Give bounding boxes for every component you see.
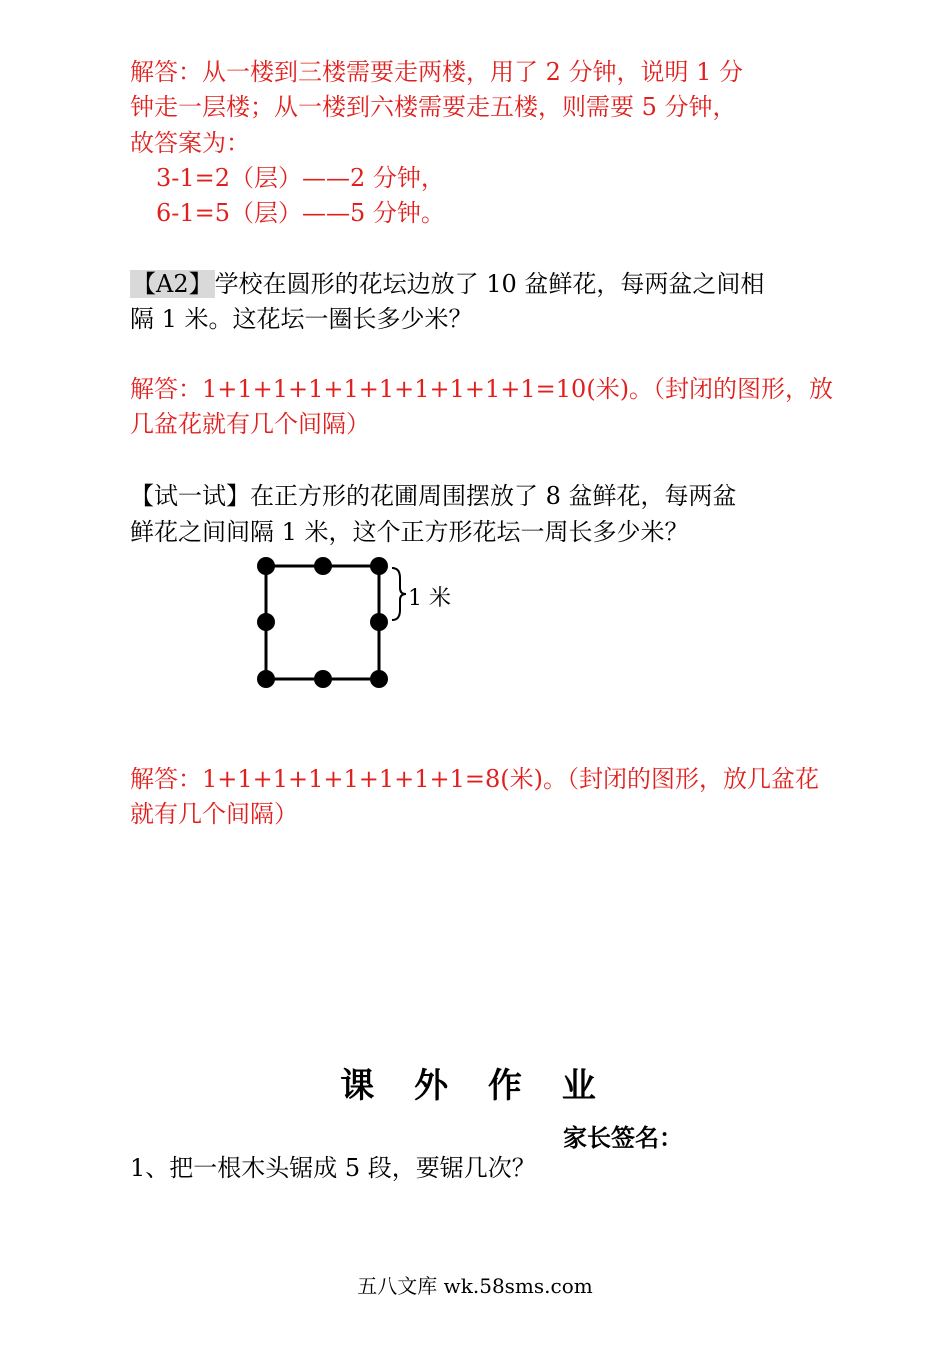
question-a2-line-1 [130,267,764,301]
answer-2-line-2: 几盆花就有几个间隔） [130,410,370,438]
flower-pot-dot [314,670,332,688]
answer-1-calc-2: 6-1=5（层）——5 分钟。 [156,199,445,227]
answer-1-line-3: 故答案为： [130,129,250,157]
flower-pot-dot [370,670,388,688]
question-a2-text-1: 学校在圆形的花坛边放了 10 盆鲜花，每两盆之间相 [214,270,765,298]
homework-question-1: 1、把一根木头锯成 5 段，要锯几次？ [130,1154,536,1182]
flower-pot-dot [370,613,388,631]
answer-2-line-1: 解答：1+1+1+1+1+1+1+1+1+1=10(米)。（封闭的图形，放 [130,375,834,403]
homework-title: 课 外 作 业 [340,1066,610,1106]
question-a2-line-2: 隔 1 米。这花坛一圈长多少米？ [130,305,473,333]
flower-pot-dot [370,557,388,575]
answer-1-line-2: 钟走一层楼；从一楼到六楼需要走五楼，则需要 5 分钟， [130,93,737,121]
answer-3-line-1: 解答：1+1+1+1+1+1+1+1=8(米)。（封闭的图形，放几盆花 [130,765,820,793]
square-outline [266,566,379,679]
distance-brace [392,568,406,620]
answer-3-line-2: 就有几个间隔） [130,800,298,828]
parent-signature-label: 家长签名： [563,1124,683,1152]
flower-pot-dot [257,670,275,688]
answer-1-line-1: 解答：从一楼到三楼需要走两楼，用了 2 分钟，说明 1 分 [130,58,744,86]
answer-1-calc-1: 3-1=2（层）——2 分钟， [156,164,445,192]
try-question-line-1: 【试一试】在正方形的花圃周围摆放了 8 盆鲜花，每两盆 [130,482,737,510]
flower-pot-dot [257,613,275,631]
square-diagram-svg [250,552,460,702]
flower-pot-dot [257,557,275,575]
question-tag: 【A2】 [132,270,213,298]
square-flower-diagram [250,552,460,706]
footer-watermark: 五八文库 wk.58sms.com [357,1274,593,1298]
distance-label: 1 米 [408,586,451,611]
flower-pot-dot [314,557,332,575]
try-question-line-2: 鲜花之间间隔 1 米，这个正方形花坛一周长多少米？ [130,518,689,546]
